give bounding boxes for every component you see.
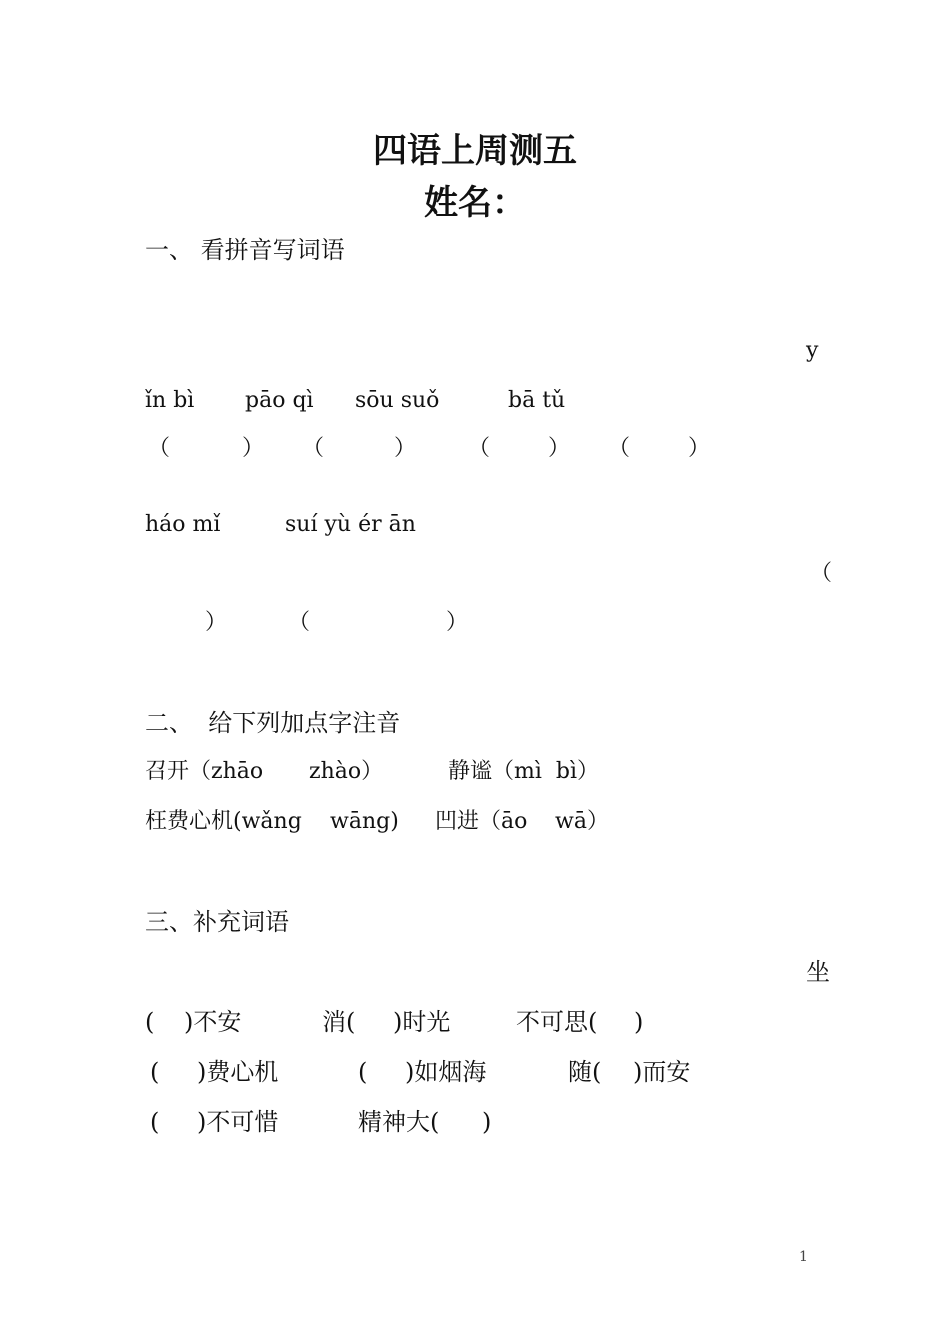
idiom-blank: ( [150, 1108, 160, 1136]
idiom-blank: )如烟海 [405, 1058, 487, 1086]
pinyin-item: suí yù ér ān [285, 512, 416, 537]
idiom-blank: ) [482, 1108, 492, 1136]
page-number: 1 [799, 1249, 808, 1265]
idiom-blank: 随( [568, 1058, 602, 1086]
answer-bracket-open: （ [468, 436, 491, 461]
idiom-blank: )时光 [393, 1008, 451, 1036]
phonetic-question: wā） [555, 809, 609, 834]
answer-bracket-open: （ [148, 436, 171, 461]
idiom-blank: 不可思( [516, 1008, 598, 1036]
idiom-blank: 消( [322, 1008, 356, 1036]
phonetic-question: wāng) [330, 809, 399, 834]
answer-bracket-close: ） [205, 610, 228, 635]
pinyin-item: háo mǐ [145, 512, 221, 537]
answer-bracket-open: （ [608, 436, 631, 461]
phonetic-question: 凹进（āo [435, 809, 528, 834]
idiom-wrap: 坐 [806, 958, 830, 986]
phonetic-question: 召开（zhāo [145, 759, 264, 784]
idiom-blank: )费心机 [197, 1058, 279, 1086]
pinyin-wrap: y [806, 338, 819, 363]
phonetic-question: zhào） [309, 759, 384, 784]
page-title: 四语上周测五 [373, 131, 577, 171]
idiom-blank: 精神大( [358, 1108, 440, 1136]
answer-bracket-close: ） [242, 436, 265, 461]
answer-bracket-close: ） [394, 436, 417, 461]
idiom-blank: )不可惜 [197, 1108, 279, 1136]
idiom-blank: )而安 [633, 1058, 691, 1086]
pinyin-item: bā tǔ [508, 388, 566, 413]
pinyin-item: pāo qì [245, 388, 314, 413]
pinyin-item: ǐn bì [145, 388, 195, 413]
idiom-blank: ( [358, 1058, 368, 1086]
section-2-heading: 二、 给下列加点字注音 [145, 709, 401, 737]
idiom-blank: ( [150, 1058, 160, 1086]
answer-bracket-close: ） [688, 436, 711, 461]
idiom-blank: ) [634, 1008, 644, 1036]
answer-bracket-open: （ [288, 610, 311, 635]
section-1-heading: 一、 看拼音写词语 [145, 236, 345, 264]
answer-bracket-close: ） [446, 610, 469, 635]
phonetic-question: 静谧（mì bì） [448, 759, 600, 784]
pinyin-item: sōu suǒ [355, 388, 440, 413]
idiom-blank: )不安 [184, 1008, 242, 1036]
answer-bracket-open: （ [810, 561, 833, 586]
idiom-blank: ( [145, 1008, 155, 1036]
name-label: 姓名： [424, 183, 526, 223]
answer-bracket-close: ） [548, 436, 571, 461]
section-3-heading: 三、补充词语 [145, 908, 289, 936]
answer-bracket-open: （ [302, 436, 325, 461]
phonetic-question: 枉费心机(wǎng [145, 809, 302, 834]
